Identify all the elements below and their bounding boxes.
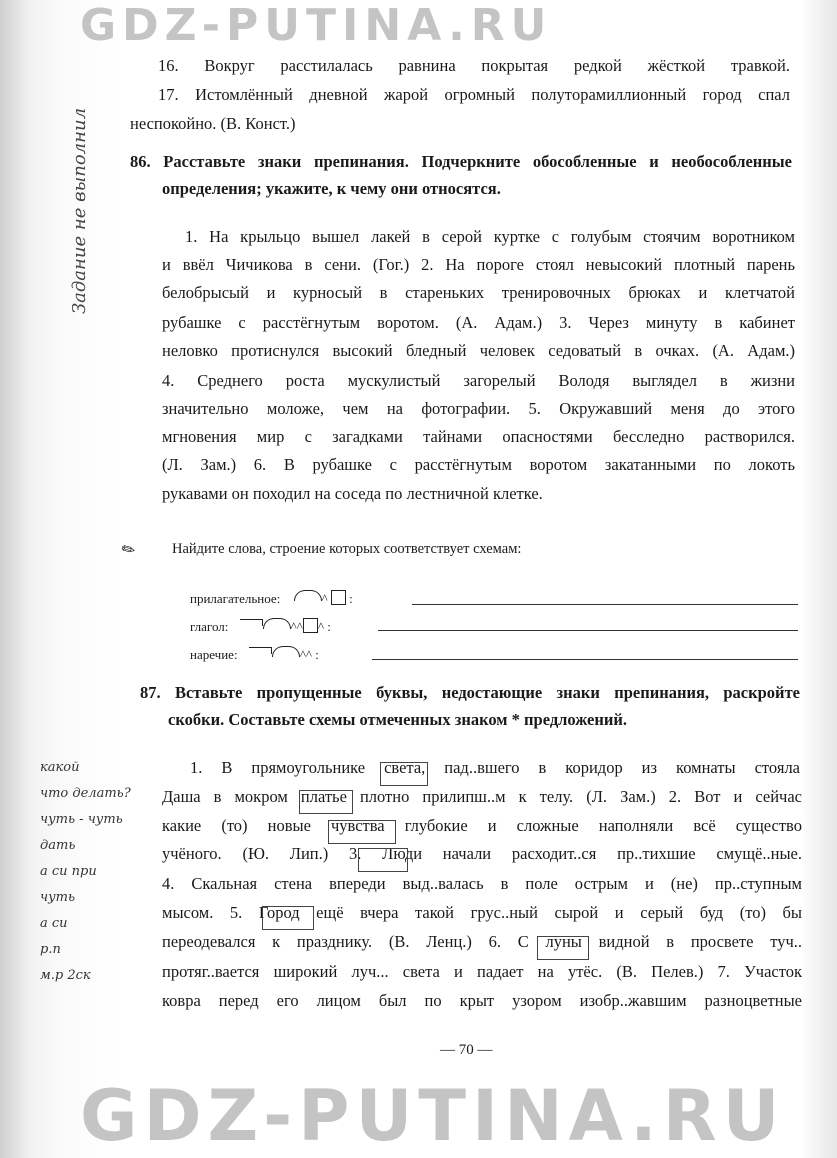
text-line: 4. Скальная стена впереди выд..валась в поле острым и (не) пр..ступным [162,874,802,893]
text-line: и ввёл Чичикова в сени. (Гог.) 2. На пороге стоял невысокий плотный парень [162,255,795,274]
handwritten-margin-note: Задание не выполнил [69,107,90,315]
schema-adjective: прилагательное: ^ : [190,591,353,606]
schema-label: прилагательное: [190,591,281,606]
sentence-17-end: неспокойно. (В. Конст.) [130,114,296,133]
suffix-icon: ^^ [290,619,303,634]
ending-box-icon [303,618,318,633]
text-line: переодевался к празднику. (В. Ленц.) 6. С луны видной в просвете туч.. [162,932,802,951]
text-line: 1. На крыльцо вышел лакей в серой куртке с голубым стоячим воротником [185,227,795,246]
answer-line[interactable] [412,604,798,605]
suffix-icon: ^ [317,619,324,634]
root-arc-icon [263,618,291,629]
text-line: учёного. (Ю. Лип.) 3. Люди начали расходит..ся пр..тихшие смущё..ные. [162,844,802,863]
schema-verb: глагол: ^^ ^ : [190,619,331,634]
handwritten-note: что делать? [40,786,131,801]
text-line: неловко протиснулся высокий бледный человек седоватый в очках. (А. Адам.) [162,341,795,360]
text-line: 4. Среднего роста мускулистый загорелый Володя выглядел в жизни [162,371,795,390]
handwritten-note: дать [40,838,76,853]
page-number: — 70 — [440,1042,493,1058]
answer-line[interactable] [378,630,798,631]
text-line: (Л. Зам.) 6. В рубашке с расстёгнутым воротом закатанными по локоть [162,455,795,474]
schema-adverb: наречие: ^^ : [190,647,319,662]
sentence-16: 16. Вокруг расстилалась равнина покрытая редкой жёсткой травкой. [158,56,790,75]
ending-box-icon [331,590,346,605]
text-line: значительно моложе, чем на фотографии. 5. Окружавший меня до этого [162,399,795,418]
suffix-icon: ^^ [299,647,313,662]
text-line: 1. В прямоугольнике света, пад..вшего в коридор из комнаты стояла [190,758,800,777]
text-line: мгновения мир с загадками тайнами опасностями бесследно растворился. [162,427,795,446]
handwritten-note: чуть [40,890,76,905]
handwritten-note: какой [40,760,80,775]
watermark-top: GDZ-PUTINA.RU [80,0,553,51]
root-arc-icon [272,646,300,657]
text-line: белобрысый и курносый в стареньких тренировочных брюках и клетчатой [162,283,795,302]
handwritten-note: р.п [40,942,61,957]
handwritten-box [328,820,396,844]
root-arc-icon [294,590,322,601]
text-line: мысом. 5. Город ещё вчера такой грус..ный сырой и серый буд (то) бы [162,903,802,922]
text-line: ковра перед его лицом был по крыт узором изобр..жавшим разноцветные [162,991,802,1010]
handwritten-note: м.р 2ск [40,968,91,983]
exercise-87-heading: 87. Вставьте пропущенные буквы, недостающие знаки препинания, раскройте [140,683,800,702]
answer-line[interactable] [372,659,798,660]
exercise-86-heading: 86. Расставьте знаки препинания. Подчеркните обособленные и необособленные [130,152,792,171]
text-line: протяг..вается широкий луч... света и падает на утёс. (В. Пелев.) 7. Участок [162,962,802,981]
text-line: рукавами он походил на соседа по лестничной клетке. [162,484,543,503]
handwritten-box [299,790,353,814]
handwritten-box [537,936,589,960]
handwritten-box [262,906,314,930]
handwritten-box [380,762,428,786]
schema-label: наречие: [190,647,238,662]
exercise-87-heading-cont: скобки. Составьте схемы отмеченных знаком * предложений. [168,710,627,729]
handwritten-note: а си [40,916,68,931]
prefix-icon [240,619,263,626]
prefix-icon [249,647,272,654]
text-line: рубашке с расстёгнутым воротом. (А. Адам.) 3. Через минуту в кабинет [162,313,795,332]
sentence-17: 17. Истомлённый дневной жарой огромный полутoрамиллионный город спал [158,85,790,104]
suffix-icon: ^ [321,591,328,606]
text-line: Даша в мокром платье плотно прилипш..м к телу. (Л. Зам.) 2. Вот и сейчас [162,787,802,806]
pencil-icon: ✎ [118,539,140,562]
watermark-bottom: GDZ-PUTINA.RU [80,1075,786,1157]
handwritten-box [358,848,408,872]
morphemic-task: Найдите слова, строение которых соответствует схемам: [172,541,522,557]
handwritten-note: а си при [40,864,97,879]
text-line: какие (то) новые чувства глубокие и сложные наполняли всё существо [162,816,802,835]
handwritten-note: чуть - чуть [40,812,123,827]
exercise-86-heading-cont: определения; укажите, к чему они относятся. [162,179,501,198]
schema-label: глагол: [190,619,229,634]
